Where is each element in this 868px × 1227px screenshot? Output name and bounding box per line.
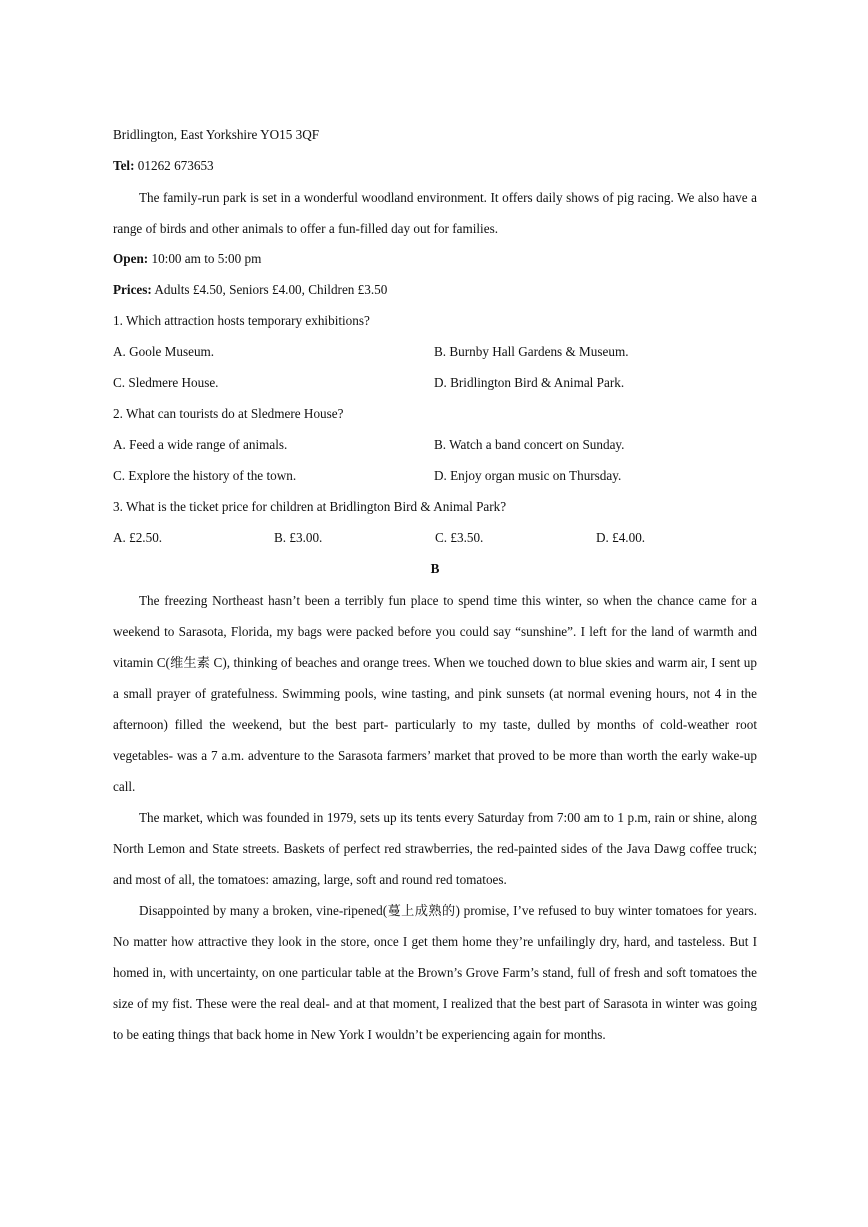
section-b-passage: [113, 585, 757, 1050]
document-page: [113, 124, 757, 1050]
prices-label: Prices:: [113, 282, 152, 297]
tel-label: Tel:: [113, 158, 135, 173]
option-d: D. £4.00.: [596, 530, 646, 545]
open-value: 10:00 am to 5:00 pm: [148, 251, 262, 266]
passage-paragraph: Disappointed by many a broken, vine-ripened(蔓上成熟的) promise, I’ve refused to buy winter tomatoes for years. No matter how attractive they look in the store, once I get them home they’re unfailingly dry, hard, and tasteless. But I homed in, with uncertainty, on one particular table at the Brown’s Grove Farm’s stand, full of fresh and soft tomatoes the size of my fist. These were the real deal- and at that moment, I realized that the best part of Sarasota in winter was going to be eating things that back home in New York I wouldn’t be experiencing again for months.: [113, 903, 757, 1042]
option-c: C. £3.50.: [435, 530, 484, 545]
option-a: A. Goole Museum.: [113, 344, 215, 359]
question-1: [113, 310, 757, 403]
option-row: [113, 465, 757, 496]
attraction-open: [113, 248, 757, 279]
option-row: [113, 341, 757, 372]
attraction-prices: [113, 279, 757, 310]
option-b: B. £3.00.: [274, 530, 323, 545]
attraction-address: Bridlington, East Yorkshire YO15 3QF: [113, 127, 320, 142]
question-text: 3. What is the ticket price for children at Bridlington Bird & Animal Park?: [113, 499, 507, 514]
option-a: A. Feed a wide range of animals.: [113, 437, 288, 452]
option-c: C. Sledmere House.: [113, 375, 219, 390]
passage-paragraph: The market, which was founded in 1979, sets up its tents every Saturday from 7:00 am to 1 p.m, rain or shine, along North Lemon and State streets. Baskets of perfect red strawberries, the red-painted sides of the Java Dawg coffee truck; and most of all, the tomatoes: amazing, large, soft and round red tomatoes.: [113, 810, 757, 887]
option-row: [113, 527, 757, 558]
option-a: A. £2.50.: [113, 530, 163, 545]
option-row: [113, 372, 757, 403]
option-d: D. Enjoy organ music on Thursday.: [434, 468, 622, 483]
section-heading: B: [430, 561, 440, 576]
prices-value: Adults £4.50, Seniors £4.00, Children £3.50: [151, 282, 388, 297]
question-text: 2. What can tourists do at Sledmere House?: [113, 406, 344, 421]
open-label: Open:: [113, 251, 149, 266]
option-b: B. Burnby Hall Gardens & Museum.: [434, 344, 629, 359]
option-c: C. Explore the history of the town.: [113, 468, 297, 483]
question-text: 1. Which attraction hosts temporary exhibitions?: [113, 313, 370, 328]
tel-value: 01262 673653: [134, 158, 214, 173]
passage-paragraph: The freezing Northeast hasn’t been a terribly fun place to spend time this winter, so when the chance came for a weekend to Sarasota, Florida, my bags were packed before you could say “sunshine”. I left for the land of warmth and vitamin C(维生素 C), thinking of beaches and orange trees. When we touched down to blue skies and warm air, I sent up a small prayer of gratefulness. Swimming pools, wine tasting, and pink sunsets (at normal evening hours, not 4 in the afternoon) filled the weekend, but the best part- particularly to my taste, dulled by months of cold-weather root vegetables- was a 7 a.m. adventure to the Sarasota farmers’ market that proved to be more than worth the early wake-up call.: [113, 593, 757, 794]
option-d: D. Bridlington Bird & Animal Park.: [434, 375, 625, 390]
option-b: B. Watch a band concert on Sunday.: [434, 437, 625, 452]
question-2: [113, 403, 757, 496]
option-row: [113, 434, 757, 465]
question-3: [113, 496, 757, 558]
attraction-description: The family-run park is set in a wonderful woodland environment. It offers daily shows of pig racing. We also have a range of birds and other animals to offer a fun-filled day out for families.: [113, 190, 757, 236]
